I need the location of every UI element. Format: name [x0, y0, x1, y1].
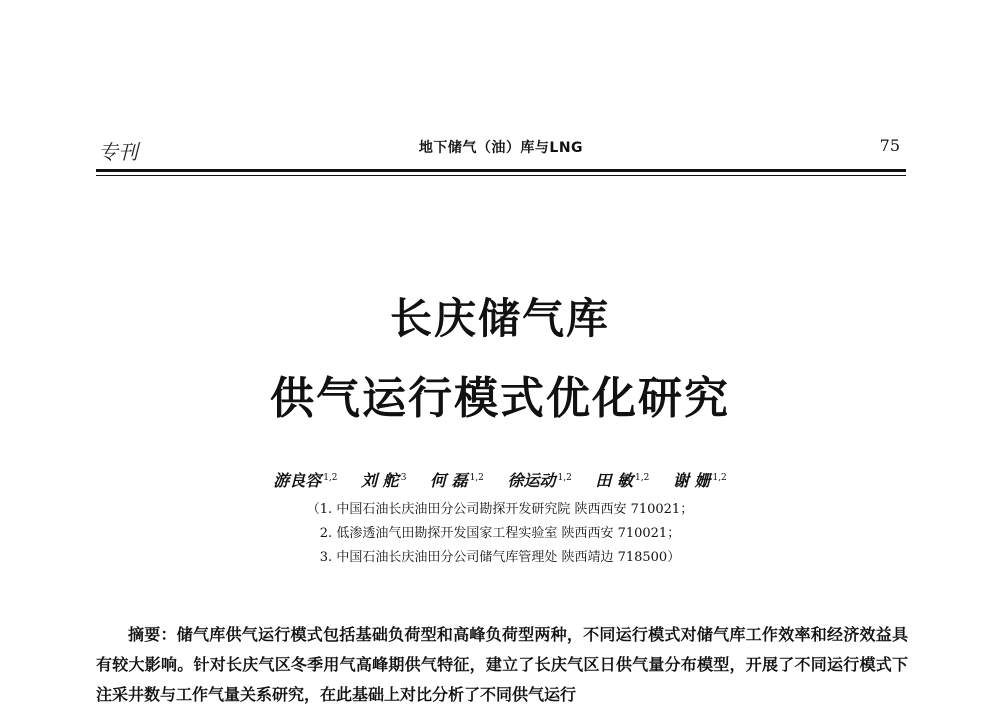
author-affiliation-mark: 1,2	[712, 472, 727, 483]
author-list	[0, 468, 1000, 491]
journal-section-label: 专刊	[98, 140, 138, 164]
abstract-text: 储气库供气运行模式包括基础负荷型和高峰负荷型两种，不同运行模式对储气库工作效率和经济效益具有较大影响。针对长庆气区冬季用气高峰期供气特征，建立了长庆气区日供气量分布模型，开展了不同运行模式下注采井数与工作气量关系研究，在此基础上对比分析了不同供气运行	[96, 625, 908, 704]
author-affiliation-mark: 1,2	[634, 472, 650, 483]
affiliation-line: （1. 中国石油长庆油田分公司勘探开发研究院 陕西西安 710021；	[306, 502, 694, 517]
author-name: 何 磊	[430, 471, 468, 490]
author-name: 田 敏	[595, 471, 633, 490]
author-affiliation-mark: 1,2	[323, 472, 338, 483]
author	[595, 471, 649, 490]
header-rule-thick	[96, 169, 906, 172]
abstract-paragraph	[96, 620, 908, 710]
author-name: 游良容	[273, 471, 322, 490]
abstract-label: 摘要：	[128, 625, 177, 644]
author	[673, 471, 727, 490]
author-affiliation-mark: 1,2	[469, 472, 484, 483]
page-number: 75	[879, 136, 900, 155]
affiliation-line: 3. 中国石油长庆油田分公司储气库管理处 陕西靖边 718500）	[319, 550, 681, 565]
abstract	[96, 620, 908, 710]
author-name: 刘 舵	[361, 471, 399, 490]
author	[361, 471, 406, 490]
affiliation-line: 2. 低渗透油气田勘探开发国家工程实验室 陕西西安 710021；	[319, 526, 681, 541]
author	[430, 471, 484, 490]
article-title-line-2: 供气运行模式优化研究	[270, 373, 730, 424]
journal-column-title: 地下储气（油）库与LNG	[418, 140, 584, 156]
running-head	[96, 132, 906, 162]
author	[507, 471, 571, 490]
author	[273, 471, 337, 490]
header-rule-thin	[96, 175, 906, 176]
article-title-line-1: 长庆储气库	[389, 294, 610, 343]
author-name: 谢 姗	[672, 471, 711, 490]
author-affiliation-mark: 3	[400, 472, 407, 483]
author-affiliation-mark: 1,2	[557, 472, 572, 483]
author-name: 徐运动	[507, 471, 556, 490]
